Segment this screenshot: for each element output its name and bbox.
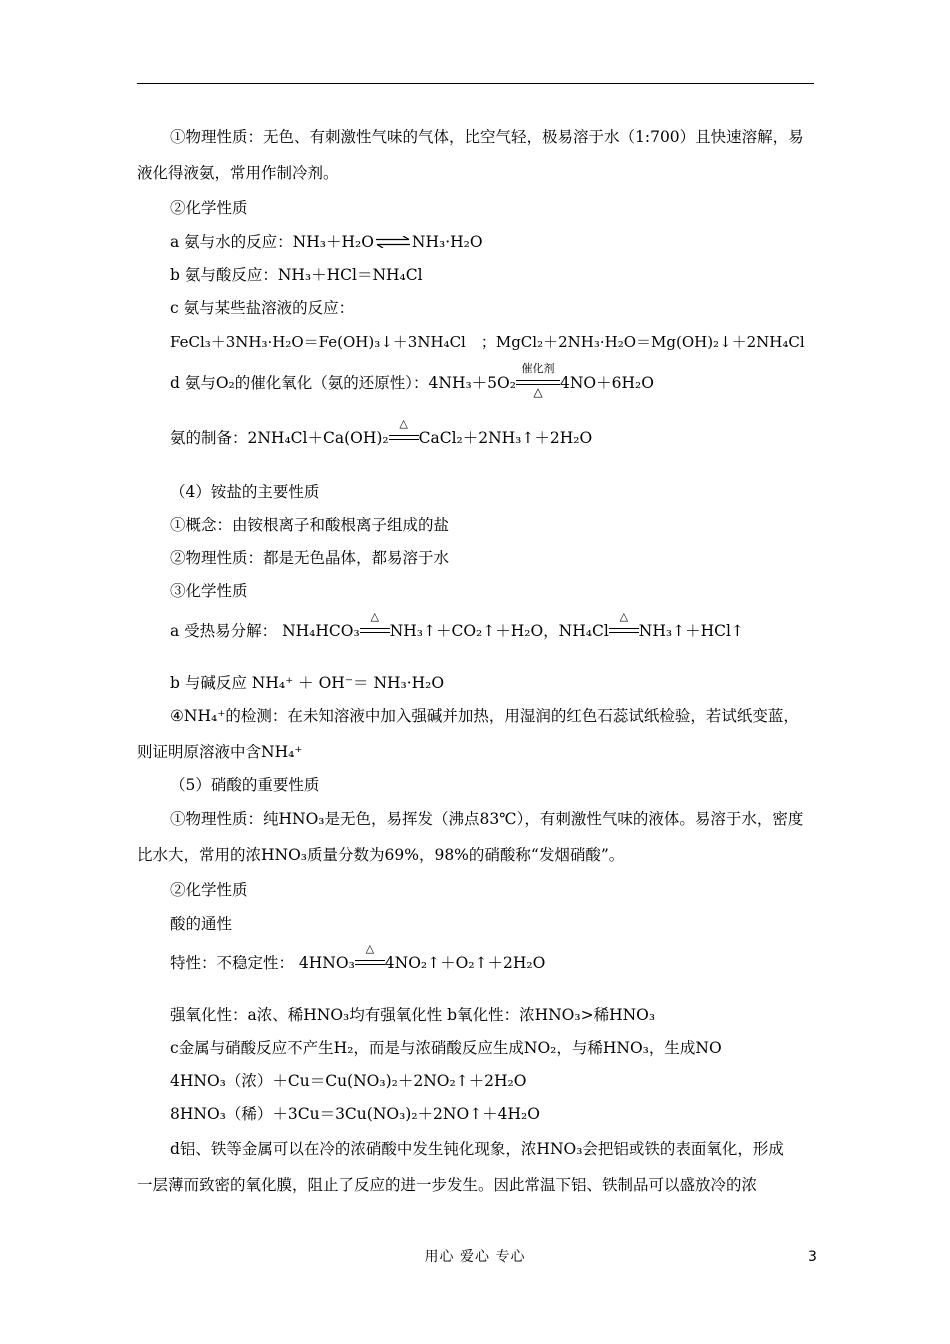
text-line: 酸的通性 <box>170 915 233 933</box>
heat-icon: △ <box>370 610 379 623</box>
section-heading: （4）铵盐的主要性质 <box>170 483 320 501</box>
reaction-condition <box>389 417 419 447</box>
catalyst-label: 催化剂 <box>521 362 555 375</box>
reaction-condition <box>360 610 390 640</box>
equation-catalytic-oxidation <box>170 362 654 399</box>
reaction-condition <box>355 942 385 972</box>
page-number: 3 <box>808 1249 817 1265</box>
text-line: ④NH₄⁺的检测：在未知溶液中加入强碱并加热，用湿润的红色石蕊试纸检验，若试纸变蓝， <box>170 707 799 725</box>
reaction-condition <box>516 362 560 399</box>
text-line: c 氨与某些盐溶液的反应： <box>170 299 355 317</box>
equation-text: 特性：不稳定性： 4HNO₃ <box>170 954 355 972</box>
equation-text: NH₃↑＋CO₂↑＋H₂O，NH₄Cl <box>389 622 609 640</box>
text-line: 液化得液氨，常用作制冷剂。 <box>137 164 339 182</box>
section-heading: ③化学性质 <box>170 582 248 600</box>
equation-copper-dilute: 8HNO₃（稀）＋3Cu＝3Cu(NO₃)₂＋2NO↑＋4H₂O <box>170 1105 540 1123</box>
text-line: ①物理性质：纯HNO₃是无色，易挥发（沸点83℃），有刺激性气味的液体。易溶于水，密度 <box>170 810 804 828</box>
equation-text: 氨的制备：2NH₄Cl＋Ca(OH)₂ <box>170 429 389 447</box>
header-rule <box>137 83 814 84</box>
reversible-arrow-icon <box>376 236 410 248</box>
equation-ammonium-decomposition <box>170 610 744 641</box>
reaction-condition <box>609 610 639 640</box>
text-line: ①概念：由铵根离子和酸根离子组成的盐 <box>170 516 450 534</box>
heat-icon: △ <box>533 385 543 399</box>
equation-text: CaCl₂＋2NH₃↑＋2H₂O <box>418 429 593 447</box>
equation-text: NH₃↑＋HCl↑ <box>638 622 744 640</box>
heat-icon: △ <box>399 417 408 430</box>
equation-text: 4NO₂↑＋O₂↑＋2H₂O <box>384 954 546 972</box>
equation-text: a 氨与水的反应：NH₃＋H₂O <box>170 233 374 251</box>
heat-icon: △ <box>619 610 629 623</box>
text-line: d铝、铁等金属可以在冷的浓硝酸中发生钝化现象，浓HNO₃会把铝或铁的表面氧化，形成 <box>170 1140 784 1158</box>
section-heading: ②化学性质 <box>170 881 248 899</box>
equation-ammonia-water <box>170 232 483 252</box>
text-line: 则证明原溶液中含NH₄⁺ <box>137 743 303 761</box>
equation-ammonia-acid: b 氨与酸反应：NH₃＋HCl＝NH₄Cl <box>170 266 423 284</box>
equation-copper-concentrated: 4HNO₃（浓）＋Cu＝Cu(NO₃)₂＋2NO₂↑＋2H₂O <box>170 1072 527 1090</box>
equation-text: d 氨与O₂的催化氧化（氨的还原性）：4NH₃＋5O₂ <box>170 374 516 392</box>
section-heading: ②化学性质 <box>170 199 248 217</box>
equation-nitric-decomposition <box>170 942 546 973</box>
text-line: 比水大，常用的浓HNO₃质量分数为69%，98%的硝酸称“发烟硝酸”。 <box>137 846 625 864</box>
text-line: ②物理性质：都是无色晶体，都易溶于水 <box>170 549 450 567</box>
section-heading: （5）硝酸的重要性质 <box>170 776 320 794</box>
text-line: 一层薄而致密的氧化膜，阻止了反应的进一步发生。因此常温下铝、铁制品可以盛放冷的浓 <box>137 1176 758 1194</box>
page-footer: 用心 爱心 专心 <box>424 1249 526 1265</box>
text-line: c金属与硝酸反应不产生H₂，而是与浓硝酸反应生成NO₂，与稀HNO₃，生成NO <box>170 1039 722 1057</box>
equation-text: NH₃·H₂O <box>411 233 483 251</box>
equation-salt-reactions: FeCl₃＋3NH₃·H₂O＝Fe(OH)₃↓＋3NH₄Cl ；MgCl₂＋2NH₃·H₂O＝Mg(OH)₂↓＋2NH₄Cl <box>170 333 805 351</box>
heat-icon: △ <box>365 942 375 955</box>
text-line: 强氧化性：a浓、稀HNO₃均有强氧化性 b氧化性：浓HNO₃>稀HNO₃ <box>170 1006 656 1024</box>
equation-ammonia-preparation <box>170 417 593 448</box>
equation-ammonium-base: b 与碱反应 NH₄⁺ ＋ OH⁻＝ NH₃·H₂O <box>170 674 445 692</box>
text-line: ①物理性质：无色、有刺激性气味的气体，比空气轻，极易溶于水（1:700）且快速溶解，易 <box>170 128 804 146</box>
equation-text: a 受热易分解： NH₄HCO₃ <box>170 622 360 640</box>
equation-text: 4NO＋6H₂O <box>559 374 654 392</box>
